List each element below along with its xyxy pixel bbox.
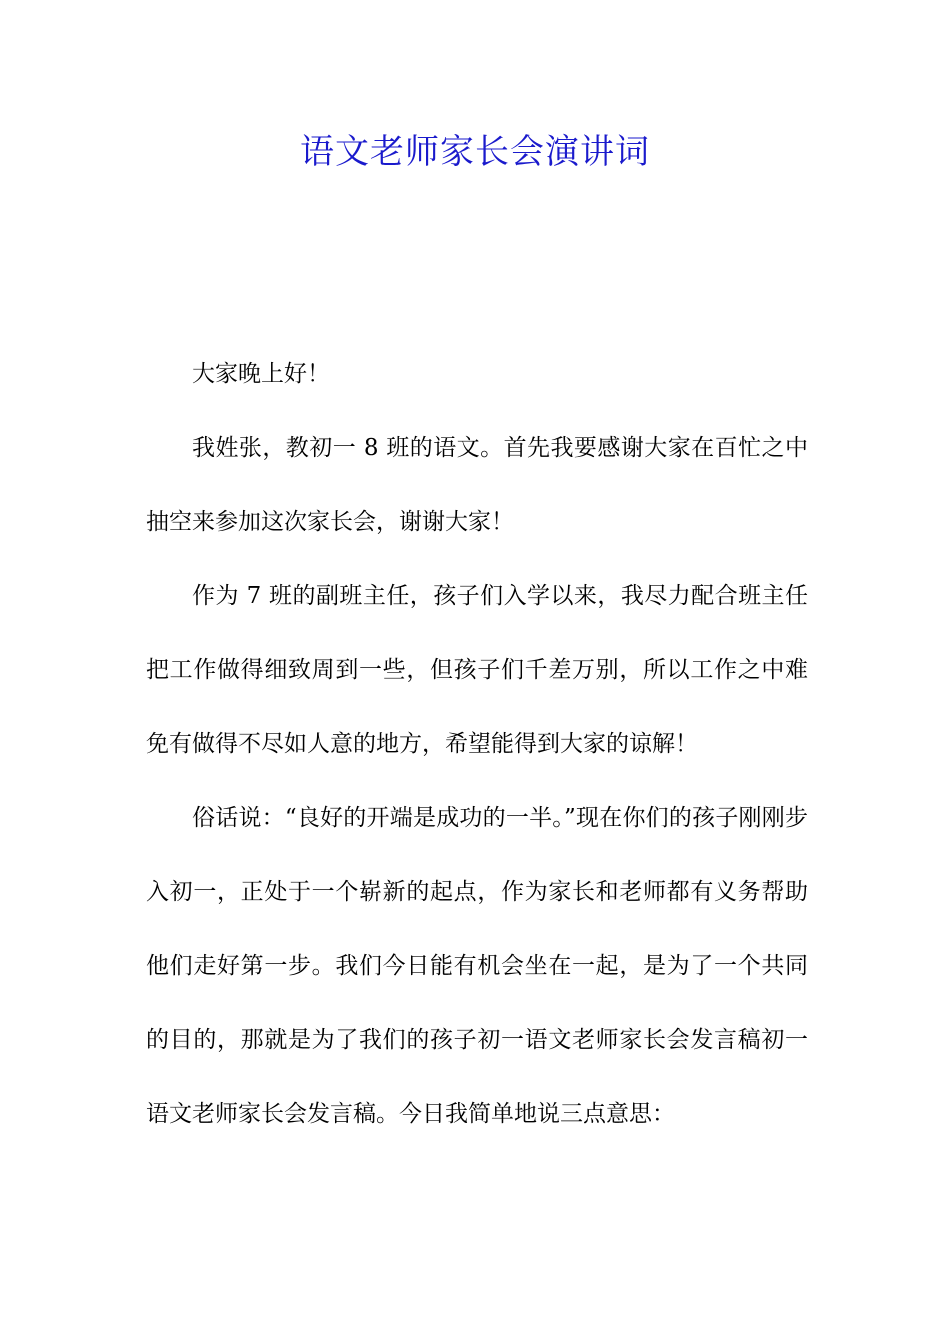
paragraph-introduction: 我姓张，教初一 8 班的语文。首先我要感谢大家在百忙之中抽空来参加这次家长会，谢谢大家！ — [146, 435, 808, 535]
paragraph-greeting: 大家晚上好！ — [192, 361, 330, 387]
document-body — [146, 337, 808, 1151]
document-title: 语文老师家长会演讲词 — [300, 132, 650, 172]
paragraph-role: 作为 7 班的副班主任，孩子们入学以来，我尽力配合班主任把工作做得细致周到一些，但孩子们千差万别，所以工作之中难免有做得不尽如人意的地方，希望能得到大家的谅解！ — [146, 583, 808, 757]
paragraph-proverb: 俗话说：“良好的开端是成功的一半。”现在你们的孩子刚刚步入初一，正处于一个崭新的起点，作为家长和老师都有义务帮助他们走好第一步。我们今日能有机会坐在一起，是为了一个共同的目的，那就是为了我们的孩子初一语文老师家长会发言稿初一语文老师家长会发言稿。今日我简单地说三点意思： — [146, 805, 808, 1127]
